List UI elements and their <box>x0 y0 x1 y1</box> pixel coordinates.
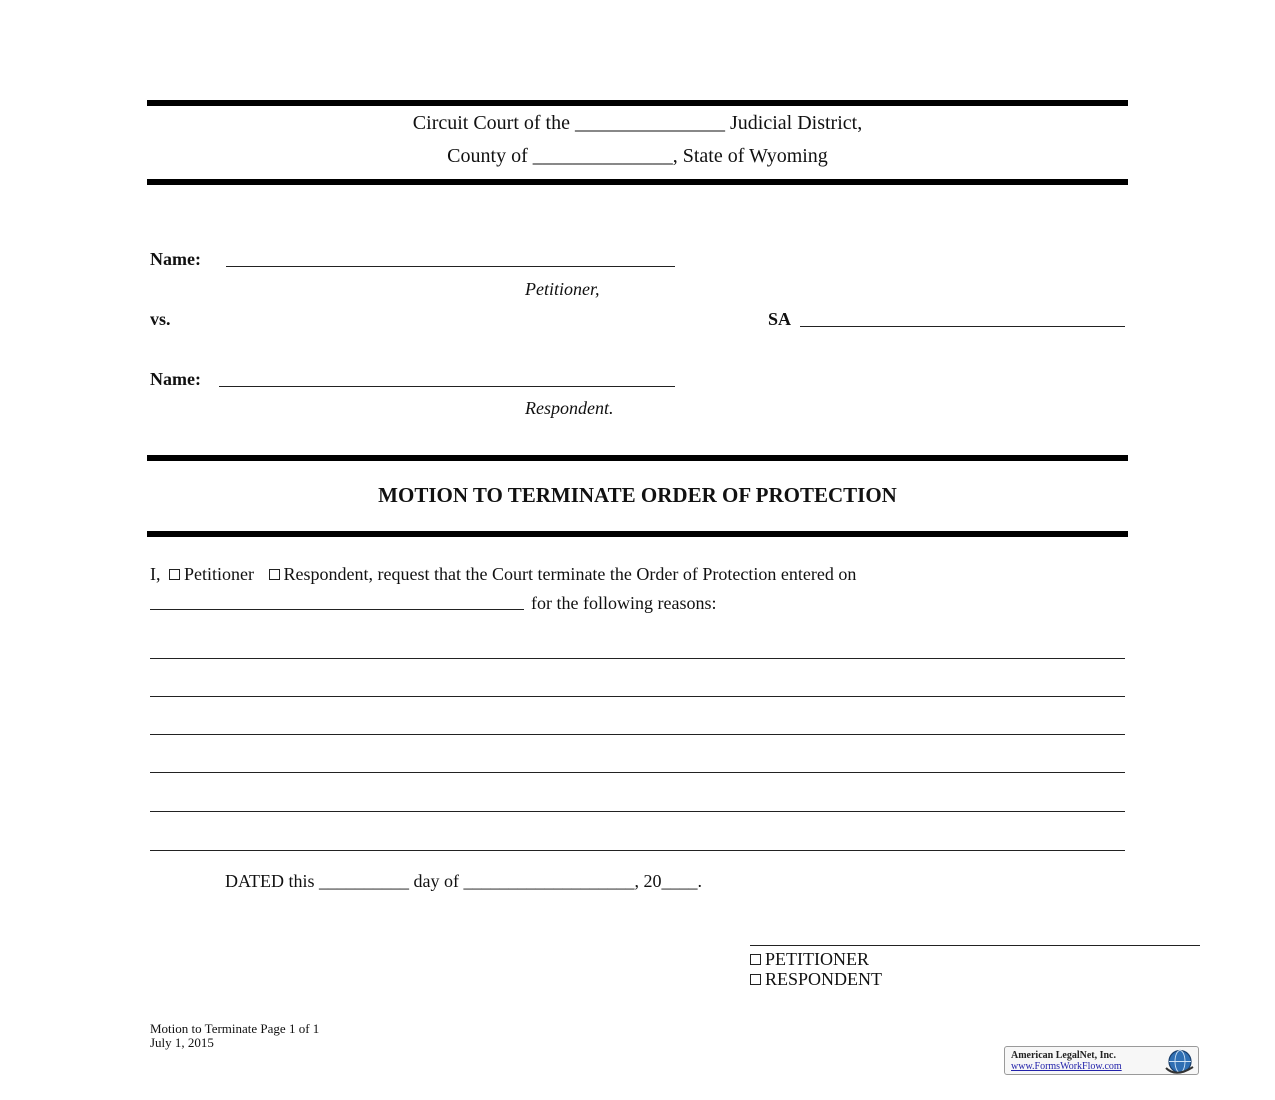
logo-website-link[interactable]: www.FormsWorkFlow.com <box>1011 1061 1122 1072</box>
signature-respondent-label: RESPONDENT <box>765 969 883 989</box>
reasons-intro: for the following reasons: <box>531 593 717 613</box>
globe-logo-icon <box>1162 1048 1196 1075</box>
reason-line-3[interactable] <box>150 734 1125 735</box>
header-bottom-rule <box>147 179 1128 185</box>
petitioner-name-field[interactable] <box>226 266 675 267</box>
motion-intro: I, <box>150 564 161 584</box>
case-number-label: SA <box>768 309 792 329</box>
respondent-checkbox[interactable] <box>269 569 280 580</box>
petitioner-role-label: Petitioner, <box>525 279 600 299</box>
footer-page-label: Motion to Terminate Page 1 of 1 <box>150 1021 320 1036</box>
reason-line-6[interactable] <box>150 850 1125 851</box>
signature-field[interactable] <box>750 945 1200 946</box>
respondent-name-label: Name: <box>150 369 201 389</box>
header-top-rule <box>147 100 1128 106</box>
reason-line-5[interactable] <box>150 811 1125 812</box>
title-top-rule <box>147 455 1128 461</box>
motion-request-line <box>150 564 856 585</box>
dated-line: DATED this __________ day of ___________________, 20____. <box>225 871 702 891</box>
respondent-option-label: Respondent, request that the Court terminate the Order of Protection entered on <box>283 564 857 584</box>
signature-respondent-checkbox[interactable] <box>750 974 761 985</box>
reason-line-2[interactable] <box>150 696 1125 697</box>
logo-company-name: American LegalNet, Inc. <box>1011 1050 1116 1061</box>
petitioner-checkbox[interactable] <box>169 569 180 580</box>
signature-petitioner-option <box>750 949 869 970</box>
respondent-role-label: Respondent. <box>525 398 614 418</box>
document-title: MOTION TO TERMINATE ORDER OF PROTECTION <box>378 483 897 507</box>
court-header-line2: County of ______________, State of Wyoming <box>447 145 828 167</box>
signature-petitioner-checkbox[interactable] <box>750 954 761 965</box>
petitioner-name-label: Name: <box>150 249 201 269</box>
reason-line-1[interactable] <box>150 658 1125 659</box>
court-header-line1: Circuit Court of the _______________ Judicial District, <box>412 112 863 134</box>
footer-date: July 1, 2015 <box>150 1035 214 1050</box>
case-number-field[interactable] <box>800 326 1125 327</box>
respondent-name-field[interactable] <box>219 386 675 387</box>
american-legalnet-logo[interactable] <box>1004 1046 1199 1075</box>
versus-label: vs. <box>150 309 171 329</box>
signature-respondent-option <box>750 969 882 990</box>
petitioner-option-label: Petitioner <box>184 564 254 584</box>
order-entered-date-field[interactable] <box>150 609 524 610</box>
title-bottom-rule <box>147 531 1128 537</box>
reason-line-4[interactable] <box>150 772 1125 773</box>
signature-petitioner-label: PETITIONER <box>765 949 869 969</box>
